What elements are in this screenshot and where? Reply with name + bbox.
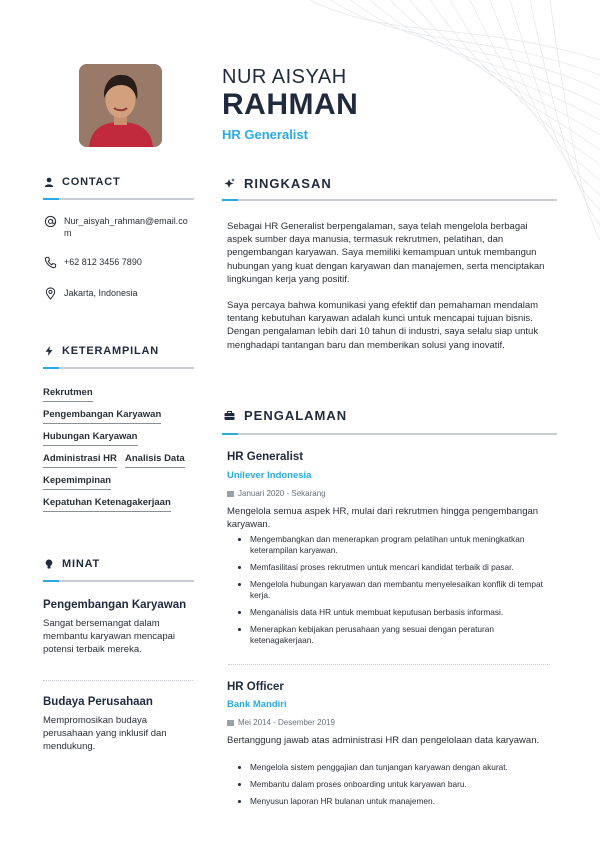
interest-desc: Mempromosikan budaya perusahaan yang inklusif dan mendukung. <box>43 715 167 752</box>
skills-heading-label: KETERAMPILAN <box>62 345 159 357</box>
interest-separator <box>43 680 193 681</box>
experience-heading <box>224 408 347 423</box>
summary-paragraph: Saya percaya bahwa komunikasi yang efektif dan pemahaman mendalam tentang kebutuhan karyawan adalah kunci untuk mencapai tujuan bisnis. Dengan pengalaman lebih dari 10 tahun di industri, saya selalu siap untuk menghadapi tantangan baru dan memberikan solusi yang inovatif. <box>227 300 539 351</box>
interest-title: Budaya Perusahaan <box>43 696 153 708</box>
list-item: Membantu dalam proses onboarding untuk karyawan baru. <box>238 779 550 790</box>
contact-location-text: Jakarta, Indonesia <box>64 288 138 298</box>
list-item: Mengembangkan dan menerapkan program pelatihan untuk meningkatkan keterampilan karyawan. <box>238 534 550 556</box>
skill-tag: Analisis Data <box>125 453 185 468</box>
job-title: HR Officer <box>227 681 284 693</box>
job-title: HR Generalist <box>222 127 308 142</box>
skills-divider <box>43 367 194 369</box>
interests-heading <box>44 558 100 570</box>
user-icon <box>44 177 54 187</box>
skill-tag: Kepatuhan Ketenagakerjaan <box>43 497 171 512</box>
interest-desc: Sangat bersemangat dalam membantu karyawan mencapai potensi terbaik mereka. <box>43 618 176 655</box>
interest-title: Pengembangan Karyawan <box>43 599 187 611</box>
list-item: Menganalisis data HR untuk membuat keputusan berbasis informasi. <box>238 607 550 618</box>
job-date-text: Januari 2020 - Sekarang <box>238 489 326 498</box>
skill-tag: Rekrutmen <box>43 387 93 402</box>
summary-heading <box>224 176 332 191</box>
experience-heading-label: PENGALAMAN <box>244 408 348 423</box>
briefcase-icon <box>224 410 235 421</box>
summary-divider <box>222 199 557 201</box>
contact-heading <box>44 176 121 188</box>
interests-heading-label: MINAT <box>62 558 101 570</box>
job-date-text: Mei 2014 - Desember 2019 <box>238 718 335 727</box>
contact-location <box>44 287 192 300</box>
list-item: Menerapkan kebijakan perusahaan yang sesuai dengan peraturan ketenagakerjaan. <box>238 624 550 646</box>
calendar-icon <box>227 719 234 726</box>
skill-tag: Kepemimpinan <box>43 475 111 490</box>
list-item: Mengelola hubungan karyawan dan membantu menyelesaikan konflik di tempat kerja. <box>238 579 550 601</box>
profile-photo <box>79 64 162 147</box>
job-description: Mengelola semua aspek HR, mulai dari rekrutmen hingga pengembangan karyawan. <box>227 506 539 530</box>
skills-heading <box>44 345 159 357</box>
contact-heading-label: CONTACT <box>62 176 121 188</box>
job-company: Unilever Indonesia <box>227 470 312 481</box>
contact-phone[interactable] <box>44 256 192 269</box>
list-item: Memfasilitasi proses rekrutmen untuk mencari kandidat terbaik di pasar. <box>238 562 550 573</box>
job-date <box>227 489 326 498</box>
interests-divider <box>43 580 194 582</box>
job-title: HR Generalist <box>227 451 304 463</box>
job-bullets <box>238 534 550 652</box>
location-pin-icon <box>44 287 57 300</box>
last-name: RAHMAN <box>222 88 359 121</box>
skill-tag: Pengembangan Karyawan <box>43 409 161 424</box>
at-icon <box>44 215 57 228</box>
job-description: Bertanggung jawab atas administrasi HR dan pengelolaan data karyawan. <box>227 735 540 746</box>
contact-divider <box>43 198 194 200</box>
first-name: NUR AISYAH <box>222 66 347 88</box>
job-company: Bank Mandiri <box>227 699 287 710</box>
lightning-icon <box>44 346 54 356</box>
list-item: Mengelola sistem penggajian dan tunjangan karyawan dengan akurat. <box>238 762 550 773</box>
contact-email[interactable] <box>44 215 192 239</box>
summary-paragraph: Sebagai HR Generalist berpengalaman, saya telah mengelola berbagai aspek sumber daya manusia, termasuk rekrutmen, pelatihan, dan pengembangan karyawan. Saya memiliki kemampuan untuk membangun hubungan yang kuat dengan karyawan dan manajemen, serta menciptakan lingkungan kerja yang positif. <box>227 221 545 285</box>
skill-tag: Administrasi HR <box>43 453 117 468</box>
summary-heading-label: RINGKASAN <box>244 176 332 191</box>
job-bullets <box>238 762 550 813</box>
phone-icon <box>44 256 57 269</box>
experience-divider <box>222 433 557 435</box>
contact-email-text: Nur_aisyah_rahman@email.com <box>64 216 188 238</box>
job-date <box>227 718 335 727</box>
lightbulb-icon <box>44 559 54 569</box>
contact-phone-text: +62 812 3456 7890 <box>64 257 142 267</box>
sparkle-icon <box>224 178 235 189</box>
list-item: Menyusun laporan HR bulanan untuk manajemen. <box>238 796 550 807</box>
skill-tag: Hubungan Karyawan <box>43 431 138 446</box>
calendar-icon <box>227 490 234 497</box>
job-separator <box>228 664 550 665</box>
